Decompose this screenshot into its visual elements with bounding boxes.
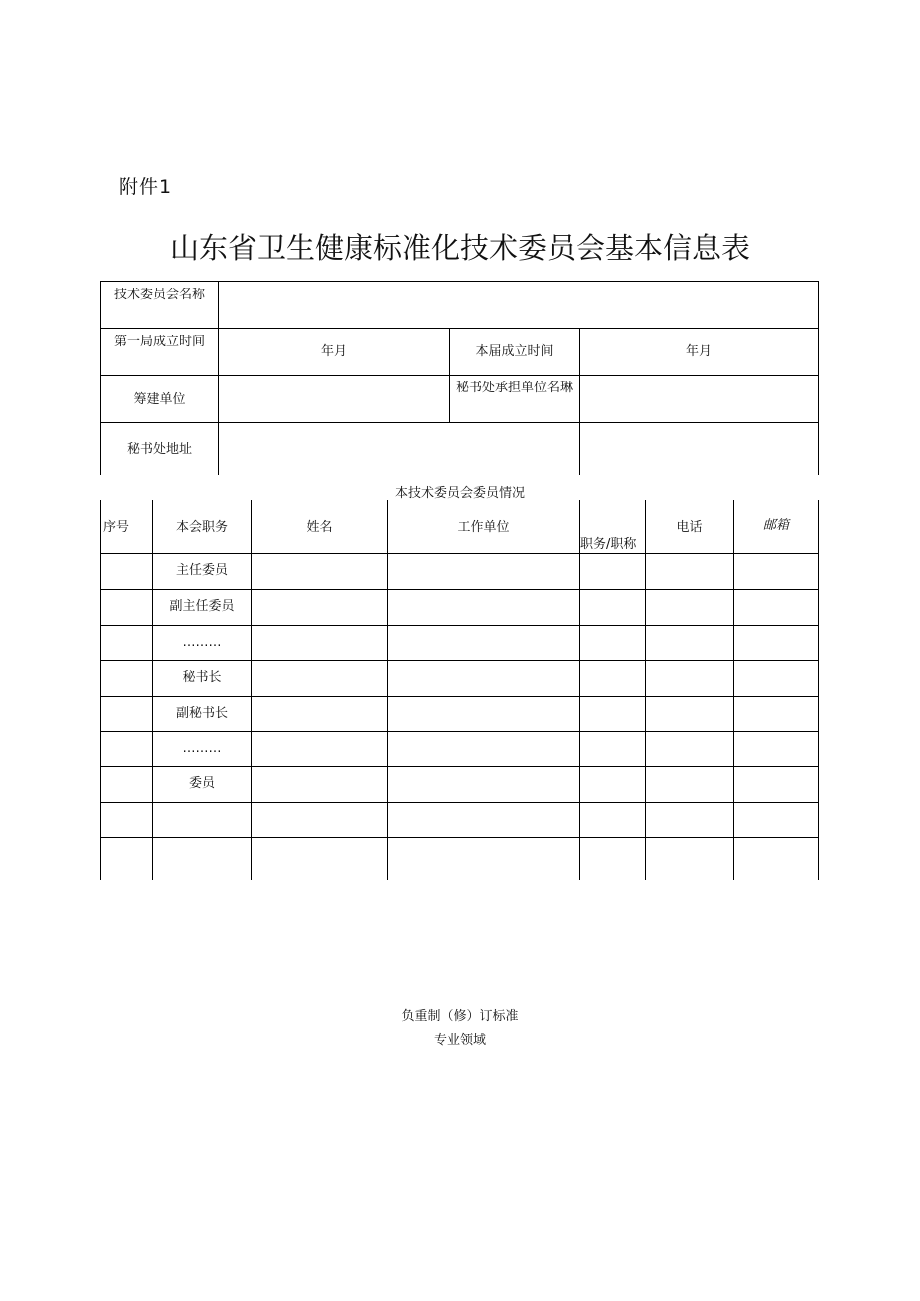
role-cell: 副秘书长 bbox=[175, 705, 228, 721]
role-cell: ……… bbox=[182, 740, 222, 756]
current-established-label: 本届成立时间 bbox=[475, 343, 554, 359]
members-caption: 本技术委员会委员情况 bbox=[394, 486, 525, 501]
header-email: 邮箱 bbox=[762, 517, 789, 533]
current-established-value[interactable]: 年月 bbox=[685, 343, 712, 359]
document-title: 山东省卫生健康标准化技术委员会基本信息表 bbox=[169, 231, 750, 265]
footer-line-2: 专业领域 bbox=[433, 1033, 486, 1048]
founding-unit-label: 筹建单位 bbox=[133, 391, 186, 407]
role-cell bbox=[153, 803, 251, 837]
role-cell: 委员 bbox=[188, 776, 215, 792]
secretariat-address-field[interactable] bbox=[219, 423, 579, 475]
secretariat-unit-field[interactable] bbox=[580, 376, 818, 422]
footer-line-1: 负重制（修）订标准 bbox=[401, 1009, 519, 1024]
role-cell: ……… bbox=[182, 634, 222, 650]
role-cell: 副主任委员 bbox=[169, 599, 235, 615]
secretariat-address-label: 秘书处地址 bbox=[126, 441, 192, 457]
header-phone: 电话 bbox=[676, 519, 703, 535]
attachment-label: 附件1 bbox=[119, 176, 173, 198]
role-cell bbox=[153, 838, 251, 880]
header-name: 姓名 bbox=[306, 519, 333, 535]
secretariat-extra-field[interactable] bbox=[580, 423, 818, 475]
first-established-value[interactable]: 年月 bbox=[320, 343, 347, 359]
secretariat-unit-label: 秘书处承担单位名琳 bbox=[455, 381, 573, 395]
header-role: 本会职务 bbox=[175, 519, 228, 535]
header-title: 职务/职称 bbox=[580, 536, 637, 552]
header-workplace: 工作单位 bbox=[457, 519, 510, 535]
role-cell: 秘书长 bbox=[182, 670, 222, 686]
founding-unit-field[interactable] bbox=[219, 376, 449, 422]
committee-name-field[interactable] bbox=[219, 282, 818, 328]
header-seq: 序号 bbox=[102, 519, 129, 535]
committee-name-label: 技术委员会名称 bbox=[113, 288, 205, 302]
role-cell: 主任委员 bbox=[175, 563, 228, 579]
first-established-label: 第一局成立时间 bbox=[113, 335, 205, 349]
